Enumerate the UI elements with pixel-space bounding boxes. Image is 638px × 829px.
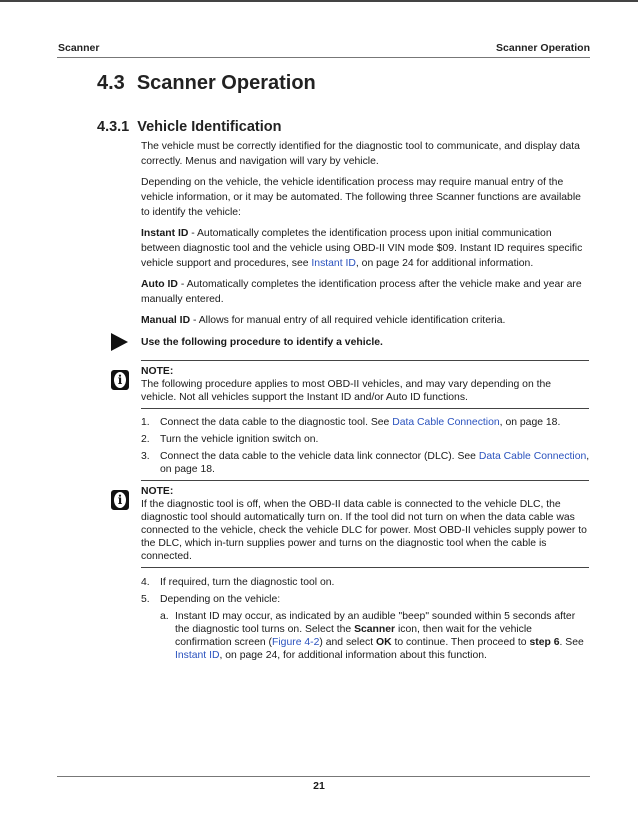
steps-list-1 [141,416,591,480]
instant-id-text: - Automatically completes the identification process upon initial communication between diagnostic tool and the vehicle using OBD-II VIN mode $09. Instant ID requires specific vehicle support and procedures, see [141,228,583,269]
link-data-cable-connection[interactable]: Data Cable Connection [478,451,587,462]
step-text: Connect the data cable to the vehicle data link connector (DLC). See [160,451,479,462]
step-text: Connect the data cable to the diagnostic tool. See [160,417,393,428]
step-number: 5. [141,594,150,605]
subsection-title [97,119,281,135]
note-1-title: NOTE: [141,366,174,377]
section-title-text: Scanner Operation [136,72,316,94]
step-number: 3. [141,451,150,462]
list-item [141,433,591,446]
note-2-text: If the diagnostic tool is off, when the OBD-II data cable is connected to the vehicle DLC, the diagnostic tool should automatically turn on. If the tool did not turn on when the data cable was connected to the vehicle, check the vehicle DLC for power. Most OBD-II vehicles supply power to the DLC, which in-turn supplies power and turns on the diagnostic tool when the cable is connected. [141,499,587,562]
list-item [141,450,591,476]
subitem-text: ) and select [319,637,376,648]
section-number: 4.3 [97,72,125,94]
body-text [141,139,591,334]
info-icon: i [111,370,129,390]
paragraph-instant-id [141,226,591,271]
subitem-letter: a. [160,611,169,622]
steps-list-2 [141,576,591,662]
subitem-bold-step: step 6 [529,637,560,648]
top-rule [0,0,638,2]
term-instant-id: Instant ID [141,228,189,239]
list-subitem [141,610,591,662]
link-instant-id[interactable]: Instant ID [311,258,356,269]
step-text: Depending on the vehicle: [160,594,281,605]
footer-rule [57,776,590,777]
auto-id-text: - Automatically completes the identification process after the vehicle make and year are manually entered. [141,279,582,305]
manual-id-text: - Allows for manual entry of all required vehicle identification criteria. [190,315,506,326]
subitem-bold-scanner: Scanner [354,624,396,635]
step-tail: , on page 18. [160,451,590,475]
header-right: Scanner Operation [496,42,590,54]
subitem-text: Instant ID may occur, as indicated by an audible "beep" sounded within 5 seconds after the diagnostic tool turns on. Select the [175,611,576,635]
step-text: If required, turn the diagnostic tool on. [160,577,335,588]
note-2-title: NOTE: [141,486,174,497]
link-figure-4-2[interactable]: Figure 4-2 [272,637,320,648]
list-item [141,576,591,589]
paragraph-auto-id [141,277,591,307]
subsection-title-text: Vehicle Identification [137,119,282,135]
step-tail: , on page 18. [499,417,561,428]
subitem-text: , on page 24, for additional information about this function. [219,650,487,661]
subitem-text: to continue. Then proceed to [391,637,530,648]
paragraph-intro: The vehicle must be correctly identified for the diagnostic tool to communicate, and display data correctly. Menus and navigation will vary by vehicle. [141,141,580,167]
subitem-text: . See [559,637,584,648]
header-rule [57,57,590,58]
step-text: Turn the vehicle ignition switch on. [160,434,319,445]
section-title [97,72,316,95]
header-left: Scanner [58,42,100,54]
list-item [141,416,591,429]
info-icon: i [111,490,129,510]
link-instant-id[interactable]: Instant ID [175,650,220,661]
page-number: 21 [313,780,325,792]
term-auto-id: Auto ID [141,279,178,290]
step-number: 2. [141,434,150,445]
procedure-arrow-icon [111,333,128,351]
instant-id-tail: , on page 24 for additional information. [355,258,534,269]
link-data-cable-connection[interactable]: Data Cable Connection [392,417,500,428]
term-manual-id: Manual ID [141,315,191,326]
subsection-number: 4.3.1 [97,119,130,135]
procedure-heading: Use the following procedure to identify a vehicle. [141,337,383,348]
note-box-1 [141,360,589,409]
note-1-text: The following procedure applies to most OBD-II vehicles, and may vary depending on the vehicle. Not all vehicles support the Instant ID and/or Auto ID functions. [141,379,552,403]
note-box-2 [141,480,589,568]
paragraph-process: Depending on the vehicle, the vehicle identification process may require manual entry of the vehicle information, or it may be automated. The following three Scanner functions are available to identify the vehicle: [141,177,581,218]
paragraph-manual-id [141,313,591,328]
subitem-bold-ok: OK [376,637,392,648]
step-number: 1. [141,417,150,428]
list-item [141,593,591,606]
step-number: 4. [141,577,150,588]
subitem-text: icon, then wait for the vehicle confirmation screen ( [175,624,532,648]
